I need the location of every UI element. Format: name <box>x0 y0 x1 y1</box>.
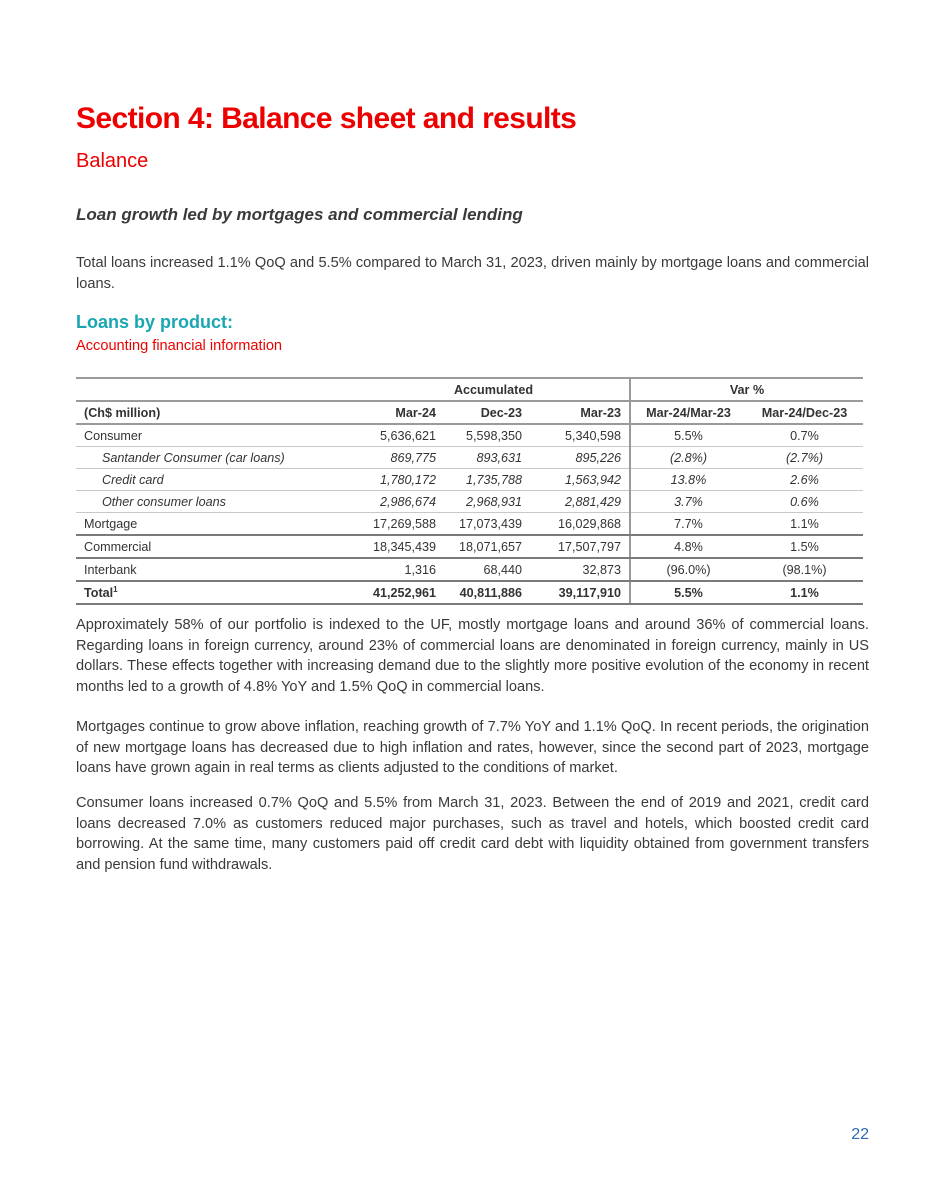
cell: 18,345,439 <box>358 535 444 558</box>
cell: (96.0%) <box>630 558 746 581</box>
table-row <box>76 447 863 469</box>
row-label: Commercial <box>76 535 358 558</box>
table-row <box>76 491 863 513</box>
table-row <box>76 513 863 536</box>
table-column-header <box>76 401 863 424</box>
cell: 17,269,588 <box>358 513 444 536</box>
col-header: Mar-23 <box>530 401 630 424</box>
col-header: Mar-24 <box>358 401 444 424</box>
cell: 13.8% <box>630 469 746 491</box>
cell: 895,226 <box>530 447 630 469</box>
loans-table <box>76 377 863 605</box>
cell: 1,316 <box>358 558 444 581</box>
cell: 5,340,598 <box>530 424 630 447</box>
cell: 1,780,172 <box>358 469 444 491</box>
cell: 1,735,788 <box>444 469 530 491</box>
row-label: Credit card <box>76 469 358 491</box>
group-accumulated: Accumulated <box>453 382 534 397</box>
col-header: Mar-24/Dec-23 <box>746 401 863 424</box>
col-header: Mar-24/Mar-23 <box>630 401 746 424</box>
page-number: 22 <box>851 1126 869 1143</box>
cell: 39,117,910 <box>530 581 630 604</box>
col-header: Dec-23 <box>444 401 530 424</box>
cell: (2.8%) <box>630 447 746 469</box>
row-label: Santander Consumer (car loans) <box>76 447 358 469</box>
topic-heading: Loan growth led by mortgages and commercial lending <box>76 205 523 224</box>
cell: 16,029,868 <box>530 513 630 536</box>
cell: 869,775 <box>358 447 444 469</box>
section-subtitle: Balance <box>76 150 149 172</box>
total-label <box>76 581 358 604</box>
cell: 17,507,797 <box>530 535 630 558</box>
cell: (2.7%) <box>746 447 863 469</box>
accounting-info-label: Accounting financial information <box>76 338 283 354</box>
paragraph-consumer: Consumer loans increased 0.7% QoQ and 5.5% from March 31, 2023. Between the end of 2019 and 2021, credit card loans decreased 7.0% as customers reduced major purchases, such as travel and hotels, which boosted credit card borrowing. At the same time, many customers paid off credit card debt with liquidity obtained from government transfers and pension fund withdrawals. <box>76 795 869 873</box>
total-label-text: Total <box>84 586 114 601</box>
table-row <box>76 558 863 581</box>
row-label: Mortgage <box>76 513 358 536</box>
cell: 893,631 <box>444 447 530 469</box>
row-label: Other consumer loans <box>76 491 358 513</box>
cell: 0.6% <box>746 491 863 513</box>
cell: 17,073,439 <box>444 513 530 536</box>
cell: 40,811,886 <box>444 581 530 604</box>
cell: 5.5% <box>630 581 746 604</box>
cell: 32,873 <box>530 558 630 581</box>
cell: 1.1% <box>746 513 863 536</box>
cell: 2,881,429 <box>530 491 630 513</box>
cell: 1.5% <box>746 535 863 558</box>
cell: 5,598,350 <box>444 424 530 447</box>
cell: (98.1%) <box>746 558 863 581</box>
section-title: Section 4: Balance sheet and results <box>76 102 577 135</box>
cell: 7.7% <box>630 513 746 536</box>
cell: 18,071,657 <box>444 535 530 558</box>
row-label: Consumer <box>76 424 358 447</box>
cell: 1,563,942 <box>530 469 630 491</box>
table-row <box>76 469 863 491</box>
table-row <box>76 424 863 447</box>
table-total-row <box>76 581 863 604</box>
cell: 2,968,931 <box>444 491 530 513</box>
paragraph-mortgages: Mortgages continue to grow above inflation, reaching growth of 7.7% YoY and 1.1% QoQ. In recent periods, the origination of new mortgage loans has decreased due to high inflation and rates, however, since the second part of 2023, mortgage loans have grown again in real terms as clients adjusted to the conditions of market. <box>76 719 869 776</box>
cell: 5.5% <box>630 424 746 447</box>
cell: 3.7% <box>630 491 746 513</box>
cell: 5,636,621 <box>358 424 444 447</box>
table-row <box>76 535 863 558</box>
group-var: Var % <box>630 378 863 401</box>
cell: 2.6% <box>746 469 863 491</box>
cell: 4.8% <box>630 535 746 558</box>
intro-paragraph: Total loans increased 1.1% QoQ and 5.5% compared to March 31, 2023, driven mainly by mortgage loans and commercial loans. <box>76 255 869 292</box>
footnote-marker: 1 <box>113 584 118 594</box>
cell: 2,986,674 <box>358 491 444 513</box>
loans-by-product-title: Loans by product: <box>76 312 233 332</box>
row-label: Interbank <box>76 558 358 581</box>
cell: 0.7% <box>746 424 863 447</box>
cell: 41,252,961 <box>358 581 444 604</box>
table-group-header <box>76 378 863 401</box>
cell: 1.1% <box>746 581 863 604</box>
paragraph-commercial: Approximately 58% of our portfolio is indexed to the UF, mostly mortgage loans and around 36% of commercial loans. Regarding loans in foreign currency, around 23% of commercial loans are denominated in foreign currency, mainly in US dollars. These effects together with increasing demand due to the slightly more positive evolution of the economy in recent months led to a growth of 4.8% YoY and 1.5% QoQ in commercial loans. <box>76 617 869 695</box>
unit-label: (Ch$ million) <box>76 401 358 424</box>
cell: 68,440 <box>444 558 530 581</box>
